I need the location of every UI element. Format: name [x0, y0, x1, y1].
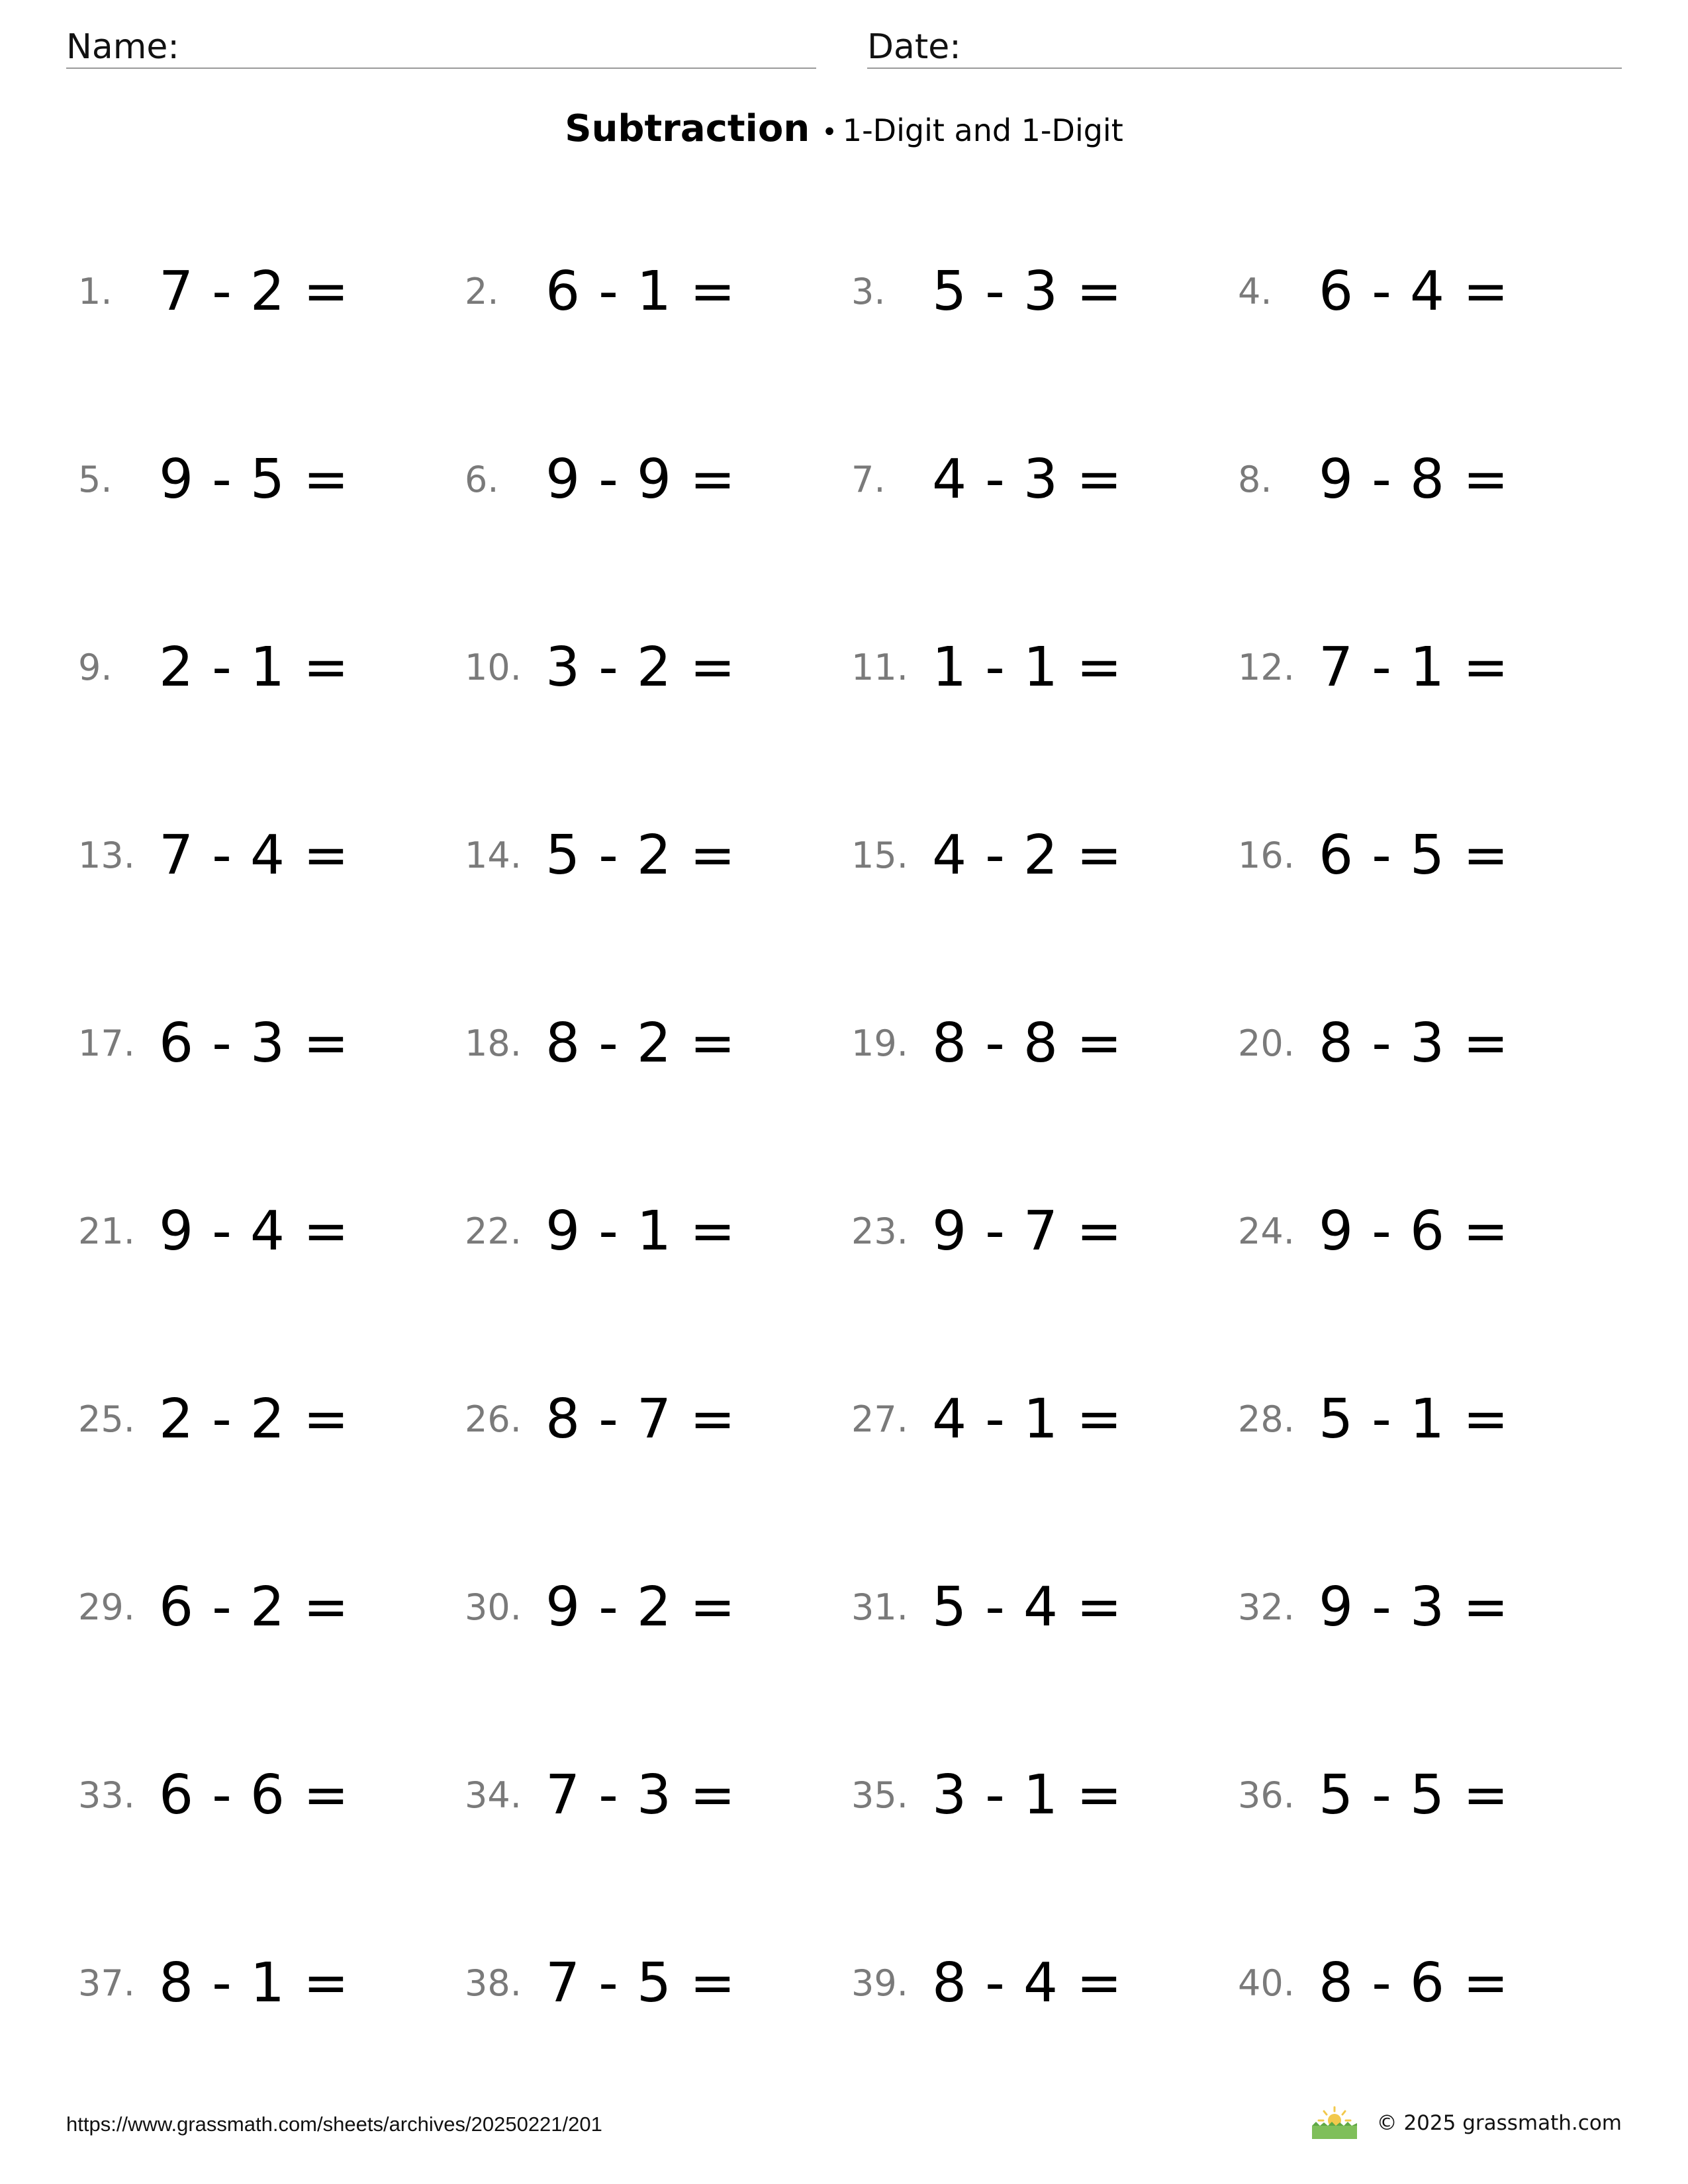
problem-expression: 7 - 2 = [159, 260, 350, 323]
problem-number: 1. [78, 271, 113, 312]
problem-number: 2. [465, 271, 499, 312]
title-subtitle: 1-Digit and 1-Digit [842, 113, 1123, 148]
problem-number: 10. [465, 647, 522, 688]
problem-expression: 1 - 1 = [932, 636, 1123, 699]
problem-expression: 5 - 3 = [932, 260, 1123, 323]
problem-number: 35. [851, 1774, 908, 1816]
problem-expression: 7 - 4 = [159, 824, 350, 887]
problem-expression: 9 - 4 = [159, 1200, 350, 1263]
problem-expression: 2 - 2 = [159, 1388, 350, 1451]
problem-number: 28. [1238, 1398, 1295, 1440]
problem-number: 18. [465, 1023, 522, 1064]
problem-number: 7. [851, 459, 886, 500]
footer-branding [1311, 2103, 1622, 2143]
problem-number: 23. [851, 1210, 908, 1252]
problem-expression: 8 - 1 = [159, 1952, 350, 2015]
problem-number: 27. [851, 1398, 908, 1440]
problem-expression: 5 - 5 = [1319, 1764, 1509, 1827]
title-separator: • [821, 117, 837, 148]
problem-number: 9. [78, 647, 113, 688]
problem-number: 17. [78, 1023, 135, 1064]
problem-expression: 6 - 4 = [1319, 260, 1509, 323]
problem-expression: 7 - 1 = [1319, 636, 1509, 699]
problem-number: 5. [78, 459, 113, 500]
problem-expression: 9 - 5 = [159, 448, 350, 511]
problem-expression: 8 - 7 = [545, 1388, 736, 1451]
problem-expression: 5 - 1 = [1319, 1388, 1509, 1451]
problem-expression: 9 - 3 = [1319, 1576, 1509, 1639]
problem-expression: 4 - 2 = [932, 824, 1123, 887]
problem-number: 14. [465, 835, 522, 876]
footer-url: https://www.grassmath.com/sheets/archives/20250221/201 [66, 2113, 602, 2136]
problem-number: 32. [1238, 1586, 1295, 1628]
problem-expression: 7 - 5 = [545, 1952, 736, 2015]
name-label: Name: [66, 27, 179, 67]
problem-number: 20. [1238, 1023, 1295, 1064]
problem-number: 26. [465, 1398, 522, 1440]
problem-number: 3. [851, 271, 886, 312]
problem-expression: 8 - 2 = [545, 1012, 736, 1075]
problem-number: 22. [465, 1210, 522, 1252]
problem-expression: 9 - 2 = [545, 1576, 736, 1639]
problem-number: 30. [465, 1586, 522, 1628]
problem-expression: 6 - 2 = [159, 1576, 350, 1639]
problem-expression: 2 - 1 = [159, 636, 350, 699]
problem-number: 19. [851, 1023, 908, 1064]
problem-number: 12. [1238, 647, 1295, 688]
problem-number: 38. [465, 1962, 522, 2004]
problem-expression: 9 - 7 = [932, 1200, 1123, 1263]
problem-number: 37. [78, 1962, 135, 2004]
problem-expression: 6 - 6 = [159, 1764, 350, 1827]
problem-expression: 8 - 8 = [932, 1012, 1123, 1075]
problem-number: 16. [1238, 835, 1295, 876]
problem-expression: 6 - 3 = [159, 1012, 350, 1075]
problem-number: 25. [78, 1398, 135, 1440]
problem-expression: 5 - 4 = [932, 1576, 1123, 1639]
problem-number: 13. [78, 835, 135, 876]
problem-expression: 3 - 2 = [545, 636, 736, 699]
problem-number: 33. [78, 1774, 135, 1816]
problem-number: 29. [78, 1586, 135, 1628]
problem-number: 24. [1238, 1210, 1295, 1252]
problem-expression: 9 - 8 = [1319, 448, 1509, 511]
grassmath-logo-icon [1311, 2106, 1358, 2140]
problem-expression: 6 - 5 = [1319, 824, 1509, 887]
problem-expression: 9 - 6 = [1319, 1200, 1509, 1263]
problem-expression: 8 - 3 = [1319, 1012, 1509, 1075]
problem-number: 4. [1238, 271, 1272, 312]
problem-expression: 6 - 1 = [545, 260, 736, 323]
problem-expression: 9 - 9 = [545, 448, 736, 511]
problem-expression: 3 - 1 = [932, 1764, 1123, 1827]
problem-number: 31. [851, 1586, 908, 1628]
problem-expression: 4 - 3 = [932, 448, 1123, 511]
problem-number: 8. [1238, 459, 1272, 500]
date-label: Date: [867, 27, 961, 67]
problem-number: 6. [465, 459, 499, 500]
problem-number: 15. [851, 835, 908, 876]
problem-expression: 9 - 1 = [545, 1200, 736, 1263]
footer-copyright: © 2025 grassmath.com [1376, 2111, 1622, 2135]
problem-number: 40. [1238, 1962, 1295, 2004]
title-main: Subtraction [565, 107, 810, 150]
problem-number: 21. [78, 1210, 135, 1252]
problem-expression: 7 - 3 = [545, 1764, 736, 1827]
problem-number: 34. [465, 1774, 522, 1816]
problem-expression: 5 - 2 = [545, 824, 736, 887]
problem-number: 36. [1238, 1774, 1295, 1816]
problem-number: 39. [851, 1962, 908, 2004]
problem-expression: 8 - 4 = [932, 1952, 1123, 2015]
problem-expression: 8 - 6 = [1319, 1952, 1509, 2015]
problem-expression: 4 - 1 = [932, 1388, 1123, 1451]
problem-number: 11. [851, 647, 908, 688]
